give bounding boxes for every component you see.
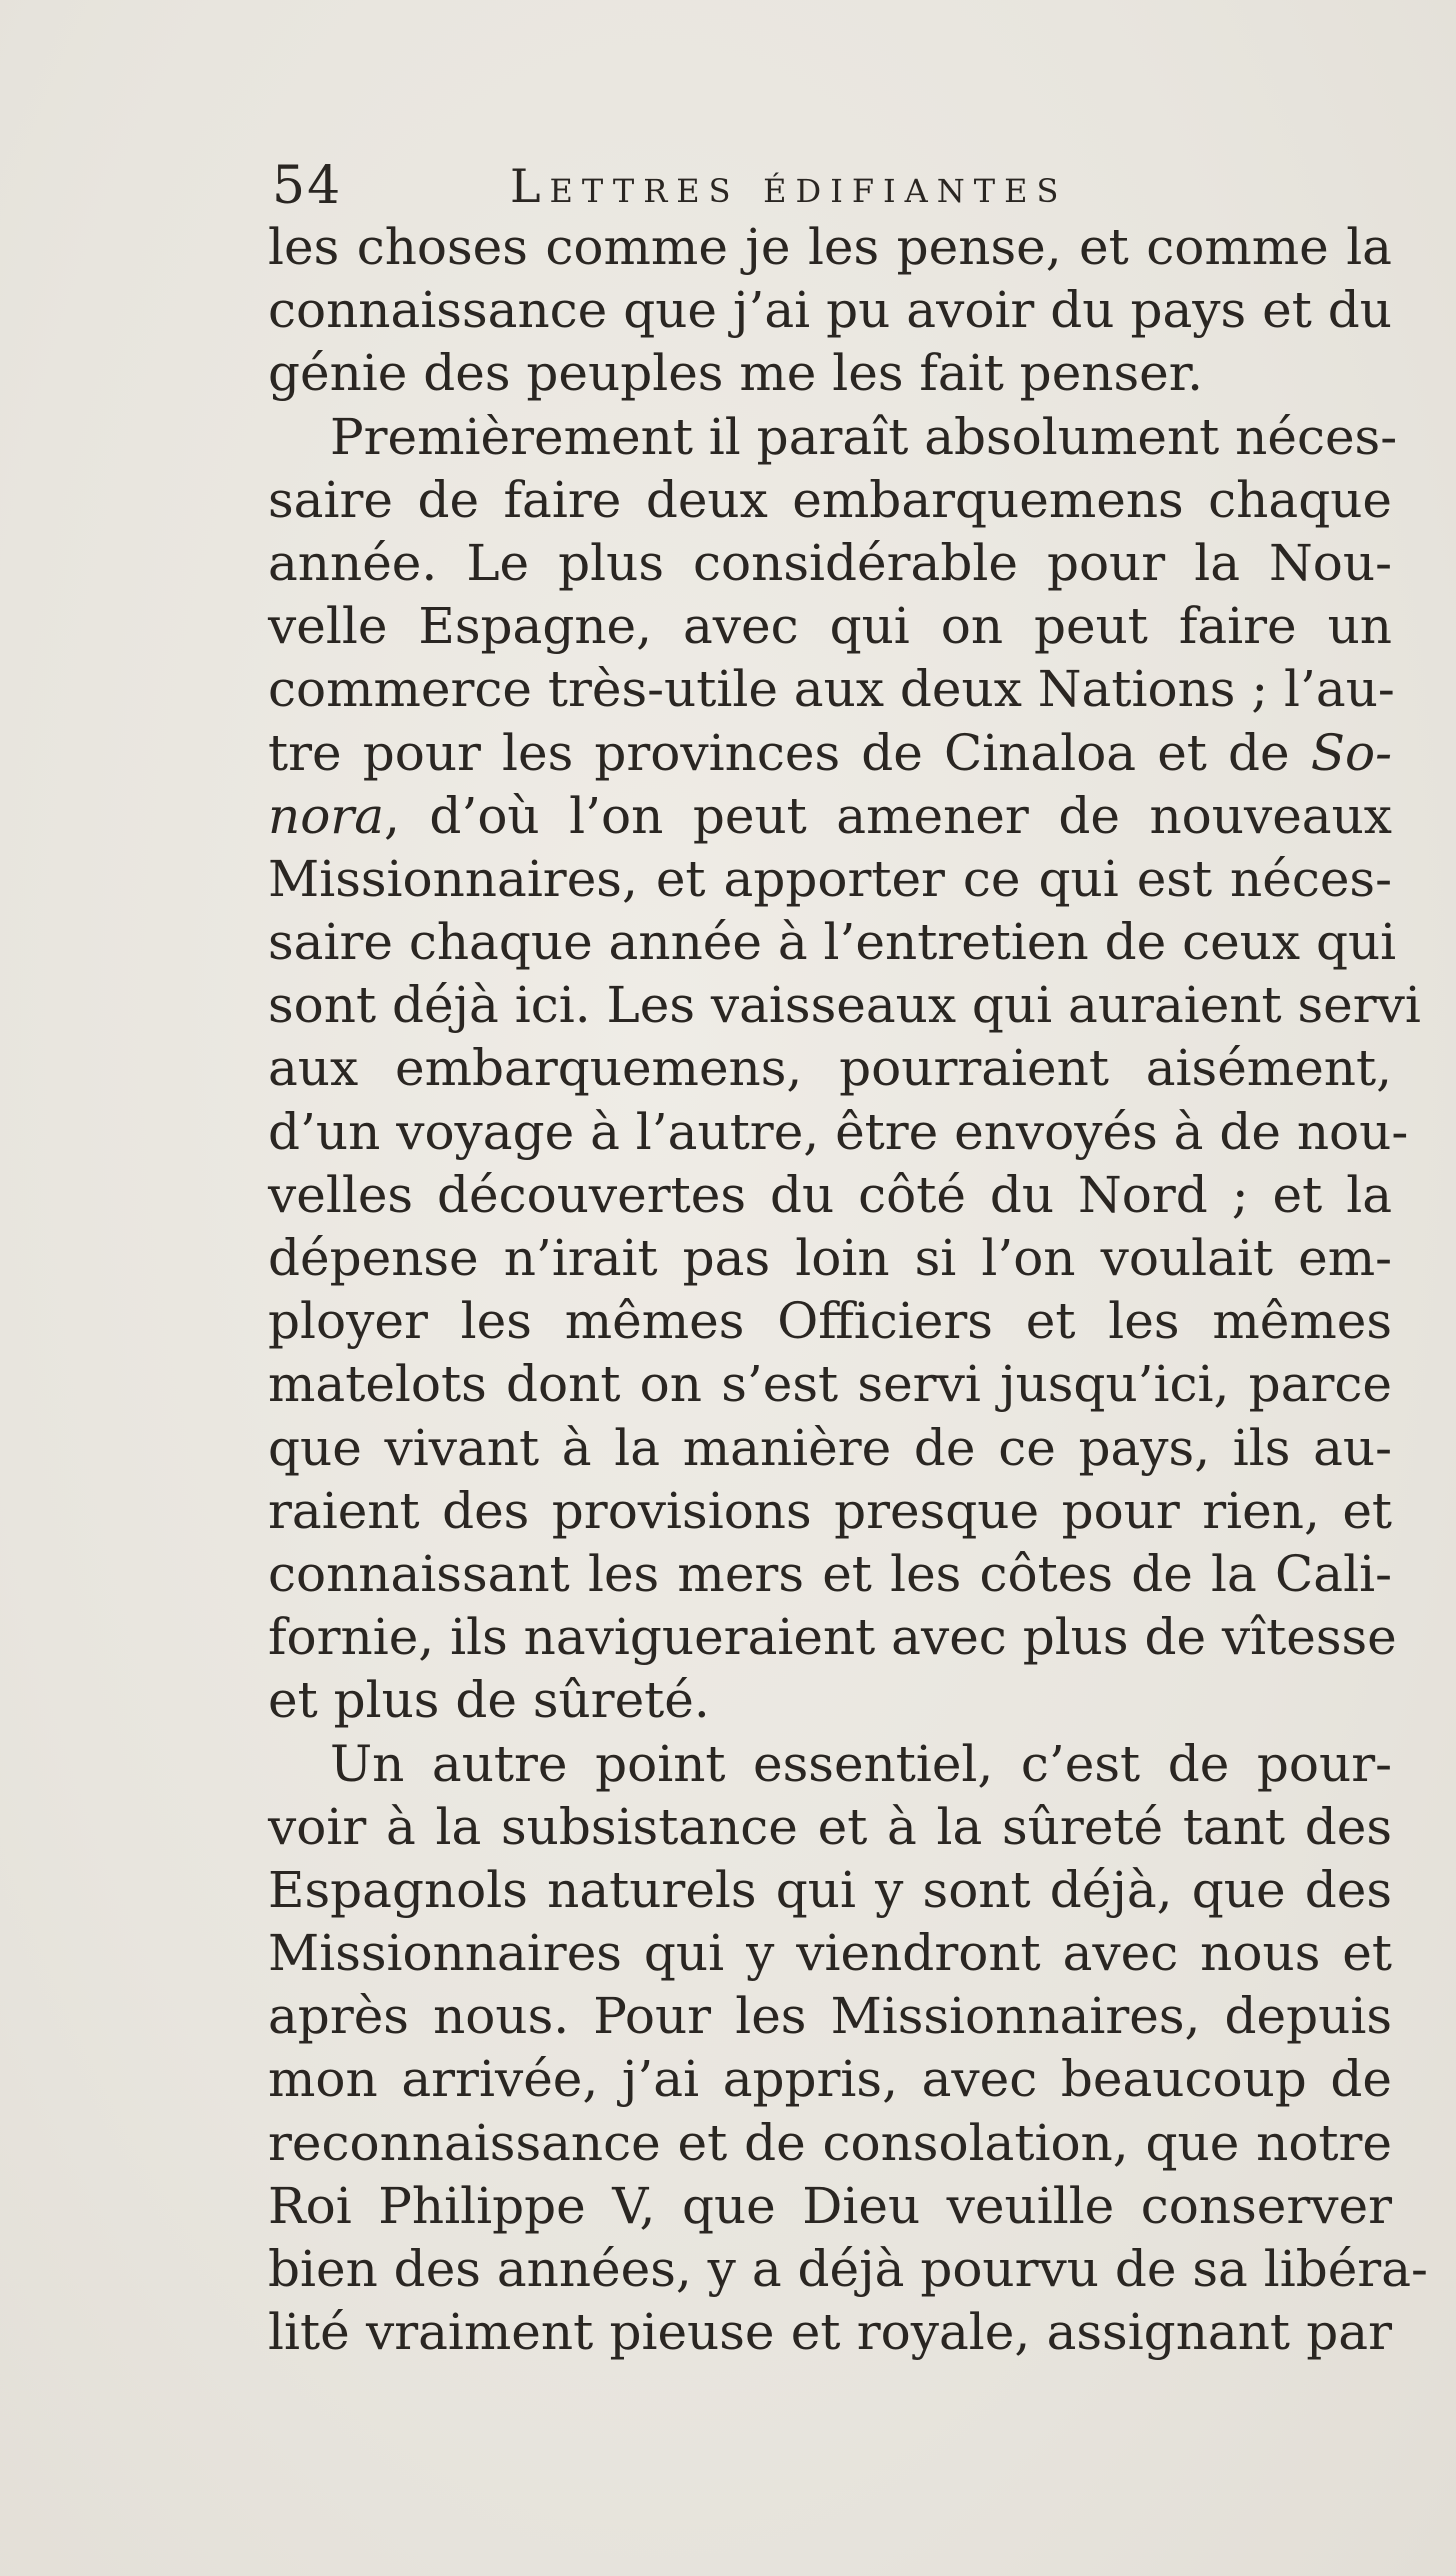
text-line: bien des années, y a déjà pourvu de sa libéra-	[268, 2240, 1428, 2298]
text-line: velle Espagne, avec qui on peut faire un	[268, 597, 1392, 656]
body-text	[268, 216, 1428, 2364]
text-line: connaissant les mers et les côtes de la Cali-	[268, 1544, 1392, 1603]
text-line: saire de faire deux embarquemens chaque	[268, 470, 1392, 529]
text-line: d’un voyage à l’autre, être envoyés à de nou-	[268, 1102, 1409, 1161]
text-line: dépense n’irait pas loin si l’on voulait em-	[268, 1229, 1392, 1287]
text-line: mon arrivée, j’ai appris, avec beaucoup de	[268, 2050, 1392, 2109]
text-line: et plus de sûreté.	[268, 1671, 710, 1730]
text-line: nora, d’où l’on peut amener de nouveaux	[268, 786, 1392, 845]
text-line: ployer les mêmes Officiers et les mêmes	[268, 1292, 1392, 1351]
text-line: Missionnaires qui y viendront avec nous et	[268, 1924, 1392, 1983]
text-line: velles découvertes du côté du Nord ; et la	[268, 1165, 1392, 1224]
text-line: Missionnaires, et apporter ce qui est néces-	[268, 849, 1392, 908]
text-line: connaissance que j’ai pu avoir du pays et du	[268, 281, 1392, 340]
text-line: génie des peuples me les fait penser.	[268, 344, 1204, 403]
text-line: reconnaissance et de consolation, que notre	[268, 2113, 1392, 2172]
text-line: aux embarquemens, pourraient aisément,	[268, 1039, 1392, 1098]
text-line: raient des provisions presque pour rien, et	[268, 1481, 1392, 1540]
page-number: 54	[272, 156, 343, 216]
text-line: lité vraiment pieuse et royale, assignant par	[268, 2303, 1392, 2362]
text-line: tre pour les provinces de Cinaloa et de So-	[268, 723, 1392, 782]
text-line: fornie, ils navigueraient avec plus de vîtesse	[268, 1608, 1397, 1667]
text-line: que vivant à la manière de ce pays, ils au-	[268, 1418, 1392, 1477]
text-line: les choses comme je les pense, et comme la	[268, 218, 1392, 276]
text-line: Premièrement il paraît absolument néces-	[330, 407, 1398, 466]
running-title: Lettres édifiantes	[510, 159, 1068, 213]
text-line: voir à la subsistance et à la sûreté tant des	[268, 1797, 1392, 1856]
text-line: Roi Philippe V, que Dieu veuille conserver	[268, 2176, 1392, 2235]
page-header	[272, 156, 1272, 216]
text-line: matelots dont on s’est servi jusqu’ici, parce	[268, 1355, 1392, 1414]
text-line: saire chaque année à l’entretien de ceux qui	[268, 913, 1397, 972]
text-line: sont déjà ici. Les vaisseaux qui auraient servi	[268, 976, 1421, 1035]
text-line: Espagnols naturels qui y sont déjà, que des	[268, 1860, 1392, 1919]
text-line: après nous. Pour les Missionnaires, depuis	[268, 1987, 1392, 2046]
text-line: année. Le plus considérable pour la Nou-	[268, 533, 1392, 592]
text-line: Un autre point essentiel, c’est de pour-	[330, 1734, 1392, 1793]
text-line: commerce très-utile aux deux Nations ; l’au-	[268, 660, 1395, 719]
